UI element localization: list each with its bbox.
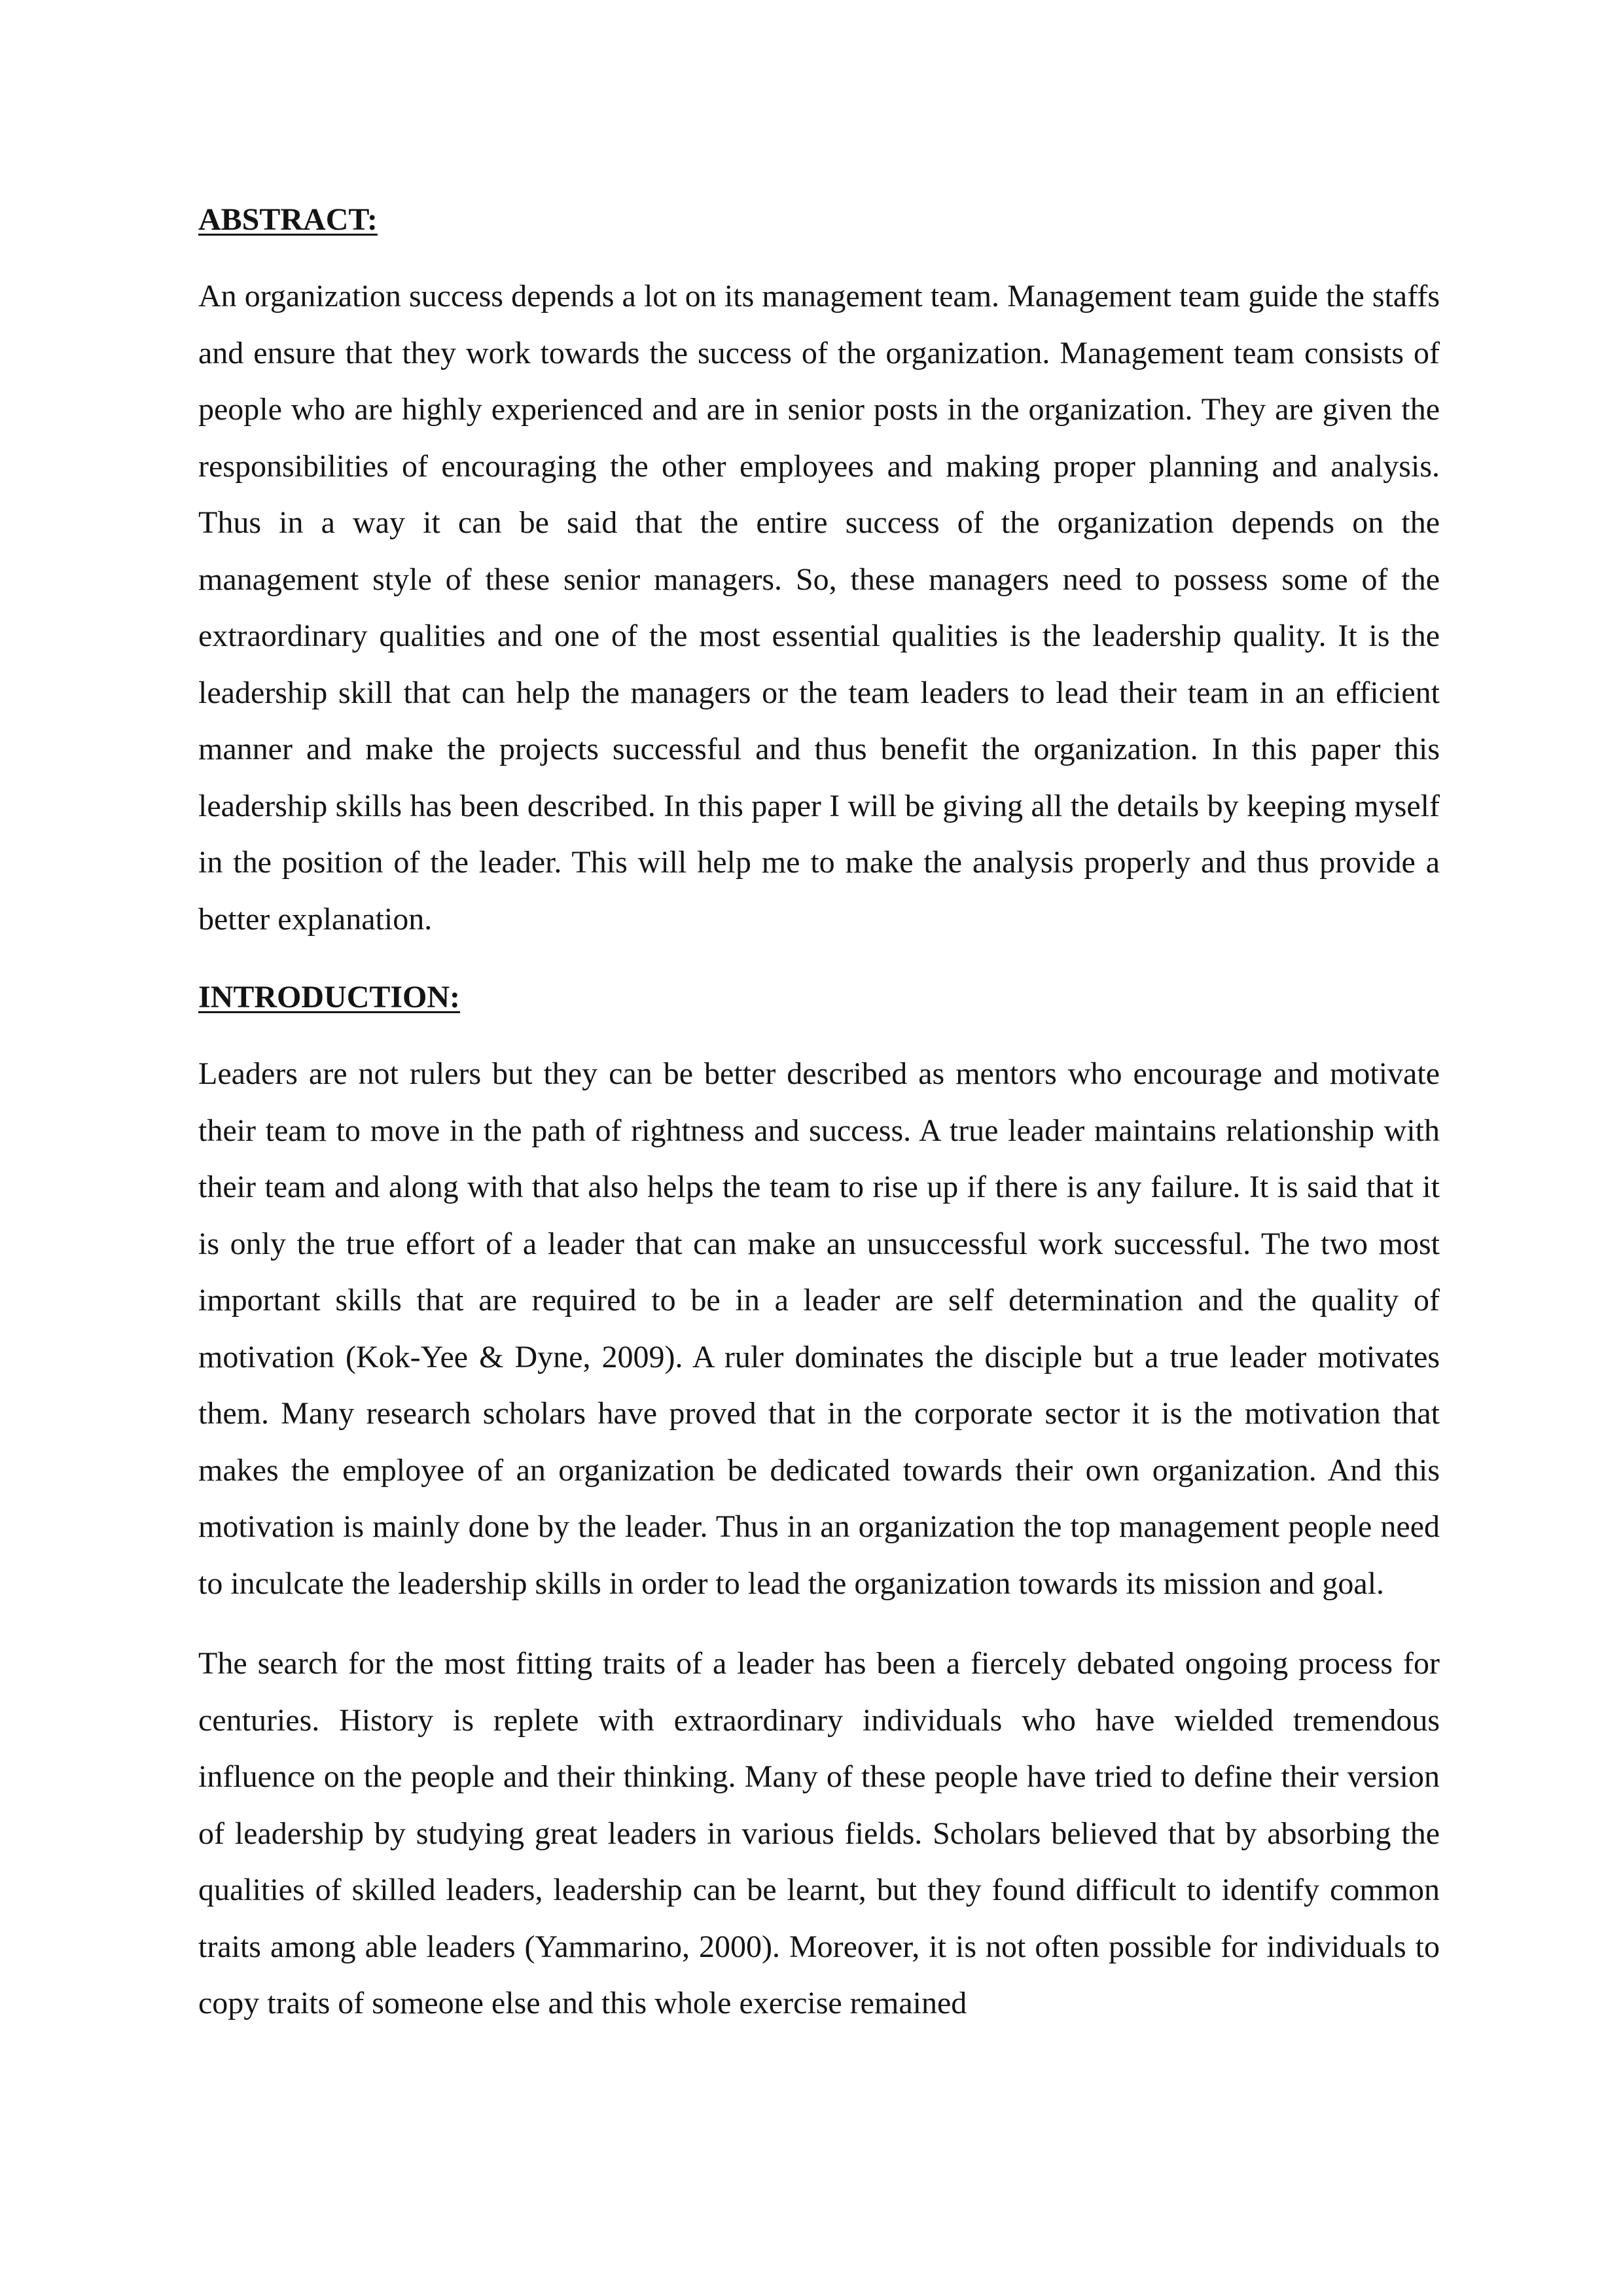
introduction-paragraph-2: The search for the most fitting traits of a leader has been a fiercely debated ongoing process for centuries. History is replete with extraordinary individuals who have wielded tremendous influence on the people and their thinking. Many of these people have tried to define their version of leadership by studying great leaders in various fields. Scholars believed that by absorbing the qualities of skilled leaders, leadership can be learnt, but they found difficult to identify common traits among able leaders (Yammarino, 2000). Moreover, it is not often possible for individuals to copy traits of someone else and this whole exercise remained xyxy=(198,1646,1440,2020)
abstract-heading: ABSTRACT: xyxy=(198,202,378,237)
introduction-paragraph-1: Leaders are not rulers but they can be better described as mentors who encourage and motivate their team to move in the path of rightness and success. A true leader maintains relationship with their team and along with that also helps the team to rise up if there is any failure. It is said that it is only the true effort of a leader that can make an unsuccessful work successful. The two most important skills that are required to be in a leader are self determination and the quality of motivation (Kok-Yee & Dyne, 2009). A ruler dominates the disciple but a true leader motivates them. Many research scholars have proved that in the corporate sector it is the motivation that makes the employee of an organization be dedicated towards their own organization. And this motivation is mainly done by the leader. Thus in an organization the top management people need to inculcate the leadership skills in order to lead the organization towards its mission and goal. xyxy=(198,1056,1440,1601)
introduction-heading: INTRODUCTION: xyxy=(198,980,461,1014)
page-content xyxy=(198,194,1440,2032)
abstract-paragraph: An organization success depends a lot on its management team. Management team guide the staffs and ensure that they work towards the success of the organization. Management team consists of people who are highly experienced and are in senior posts in the organization. They are given the responsibilities of encouraging the other employees and making proper planning and analysis. Thus in a way it can be said that the entire success of the organization depends on the management style of these senior managers. So, these managers need to possess some of the extraordinary qualities and one of the most essential qualities is the leadership quality. It is the leadership skill that can help the managers or the team leaders to lead their team in an efficient manner and make the projects successful and thus benefit the organization. In this paper this leadership skills has been described. In this paper I will be giving all the details by keeping myself in the position of the leader. This will help me to make the analysis properly and thus provide a better explanation. xyxy=(198,279,1440,937)
